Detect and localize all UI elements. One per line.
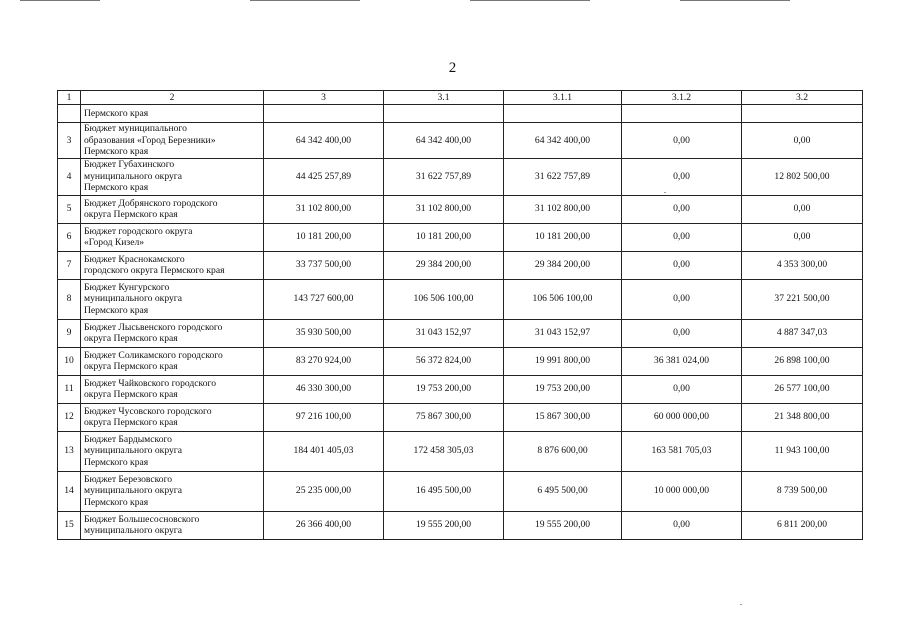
table-body [58,91,863,540]
amount-cell-v31: 31 622 757,89 [384,158,504,195]
amount-cell-v311: 31 102 800,00 [504,195,622,223]
column-header: 3.1 [384,91,504,105]
amount-cell-v31: 31 102 800,00 [384,195,504,223]
amount-cell-v32: 21 348 800,00 [742,403,863,431]
row-number: 15 [58,511,81,539]
budget-name-line: Бюджет Губахинского [84,159,175,171]
amount-cell-v3: 64 342 400,00 [264,123,384,159]
budget-name-line: округа Пермского края [84,209,178,220]
budget-name-line: Пермского края [84,456,149,468]
column-header: 2 [81,91,264,105]
table-row [58,158,863,195]
amount-cell-v31: 16 495 500,00 [384,471,504,511]
amount-cell-v3: 35 930 500,00 [264,319,384,347]
amount-cell-v32: 12 802 500,00 [742,158,863,195]
budget-name [81,251,264,279]
amount-cell-v312: 10 000 000,00 [622,471,742,511]
amount-cell-v312: 36 381 024,00 [622,347,742,375]
amount-cell-v3: 44 425 257,89 [264,158,384,195]
row-number: 9 [58,319,81,347]
row-number: 14 [58,471,81,511]
amount-cell-v32: 4 887 347,03 [742,319,863,347]
amount-cell-v312: 0,00 [622,319,742,347]
column-header: 1 [58,91,81,105]
budget-name-line: городского округа Пермского края [84,265,225,276]
amount-cell-v311: 64 342 400,00 [504,123,622,159]
amount-cell-v31: 29 384 200,00 [384,251,504,279]
amount-cell-v312: 0,00 [622,123,742,159]
row-number: 13 [58,431,81,471]
budget-name [81,471,264,511]
budget-name [81,319,264,347]
budget-name-line: Бюджет Соликамского городского [84,349,223,361]
amount-cell-v312: 0,00 [622,223,742,251]
row-number: 12 [58,403,81,431]
amount-cell-v311: 31 043 152,97 [504,319,622,347]
amount-cell-v32: 0,00 [742,223,863,251]
row-number: 5 [58,195,81,223]
amount-cell-v312: 0,00 [622,158,742,195]
budget-name-line: муниципального округа [84,170,182,182]
scan-edge-line [20,0,100,1]
budget-name-line: Пермского края [84,146,149,157]
amount-cell-v3: 33 737 500,00 [264,251,384,279]
row-number: 7 [58,251,81,279]
column-header: 3.1.1 [504,91,622,105]
page-number: 2 [448,60,457,76]
budget-name [81,195,264,223]
amount-cell-v31: 19 753 200,00 [384,375,504,403]
amount-cell-v3: 184 401 405,03 [264,431,384,471]
row-number: 11 [58,375,81,403]
amount-cell-v3: 97 216 100,00 [264,403,384,431]
amount-cell-v312: 0,00 [622,279,742,319]
table-row [58,375,863,403]
budget-name-line: Бюджет Добрянского городского [84,197,218,209]
budget-name [81,223,264,251]
budget-name-line: муниципального округа [84,445,182,457]
amount-cell-v32: 8 739 500,00 [742,471,863,511]
amount-cell-v311: 6 495 500,00 [504,471,622,511]
column-header: 3 [264,91,384,105]
scan-edge-line [680,0,790,1]
table-row [58,431,863,471]
budget-name-line: Бюджет Чусовского городского [84,405,212,417]
scan-edge-line [470,0,590,1]
budget-name-line: Бюджет Большесосновского [84,513,200,525]
table-row [58,511,863,539]
amount-cell-v31: 56 372 824,00 [384,347,504,375]
amount-cell-v31: 31 043 152,97 [384,319,504,347]
amount-cell-v32: 0,00 [742,195,863,223]
budget-name-line: округа Пермского края [84,417,178,428]
amount-cell-v32: 4 353 300,00 [742,251,863,279]
budget-name-line: Пермского края [84,496,149,508]
scan-speck [664,192,666,193]
amount-cell-v32: 6 811 200,00 [742,511,863,539]
budget-name-line: округа Пермского края [84,333,178,344]
budget-table [57,90,863,540]
column-header: 3.1.2 [622,91,742,105]
table-row [58,279,863,319]
table-row [58,123,863,159]
amount-cell-v312: 0,00 [622,195,742,223]
amount-cell-v3: 31 102 800,00 [264,195,384,223]
table-row [58,251,863,279]
budget-name-line: округа Пермского края [84,389,178,400]
amount-cell-v312: 163 581 705,03 [622,431,742,471]
budget-name-line: Пермского края [84,182,149,194]
budget-name-line: «Город Кизел» [84,237,145,248]
table-row [58,223,863,251]
budget-name-line: Бюджет Чайковского городского [84,377,217,389]
amount-cell-v312: 0,00 [622,251,742,279]
budget-name-line: Бюджет Краснокамского [84,253,185,265]
amount-cell-v312: 0,00 [622,511,742,539]
amount-cell-v3: 83 270 924,00 [264,347,384,375]
amount-cell-v3: 26 366 400,00 [264,511,384,539]
table-row [58,471,863,511]
amount-cell-v3: 143 727 600,00 [264,279,384,319]
table-row [58,319,863,347]
budget-name-line: Бюджет Лысьвенского городского [84,321,223,333]
row-number: 4 [58,158,81,195]
amount-cell-v311: 15 867 300,00 [504,403,622,431]
amount-cell-v31: 64 342 400,00 [384,123,504,159]
budget-name [81,511,264,539]
amount-cell-v311: 8 876 600,00 [504,431,622,471]
budget-name-line: Бюджет муниципального [84,123,187,134]
budget-name [81,123,264,159]
amount-cell-v311: 19 555 200,00 [504,511,622,539]
amount-cell-v312: 0,00 [622,375,742,403]
amount-cell-v3: 25 235 000,00 [264,471,384,511]
amount-cell-v31: 19 555 200,00 [384,511,504,539]
budget-name [81,375,264,403]
amount-cell-v311: 19 753 200,00 [504,375,622,403]
scan-edge-line [250,0,360,1]
row-number: 8 [58,279,81,319]
budget-name-line: округа Пермского края [84,361,178,372]
amount-cell-v32: 0,00 [742,123,863,159]
amount-cell-v311: 10 181 200,00 [504,223,622,251]
scan-speck [740,604,742,605]
continuation-row [58,105,863,123]
amount-cell-v311: 106 506 100,00 [504,279,622,319]
continuation-text: Пермского края [81,105,264,123]
budget-name-line: муниципального округа [84,293,182,305]
table-row [58,347,863,375]
amount-cell-v311: 31 622 757,89 [504,158,622,195]
table-row [58,403,863,431]
row-number: 3 [58,123,81,159]
budget-name [81,403,264,431]
budget-name-line: Бюджет Кунгурского [84,281,170,293]
column-header: 3.2 [742,91,863,105]
amount-cell-v32: 11 943 100,00 [742,431,863,471]
amount-cell-v31: 106 506 100,00 [384,279,504,319]
budget-name-line: Бюджет городского округа [84,225,193,237]
budget-name [81,279,264,319]
budget-name-line: муниципального округа [84,525,182,536]
amount-cell-v32: 26 577 100,00 [742,375,863,403]
budget-name [81,431,264,471]
amount-cell-v311: 29 384 200,00 [504,251,622,279]
budget-name-line: образования «Город Березники» [84,134,216,146]
amount-cell-v31: 10 181 200,00 [384,223,504,251]
budget-name [81,158,264,195]
amount-cell-v31: 75 867 300,00 [384,403,504,431]
amount-cell-v32: 37 221 500,00 [742,279,863,319]
amount-cell-v311: 19 991 800,00 [504,347,622,375]
amount-cell-v312: 60 000 000,00 [622,403,742,431]
table-header-row [58,91,863,105]
amount-cell-v3: 10 181 200,00 [264,223,384,251]
amount-cell-v32: 26 898 100,00 [742,347,863,375]
budget-name-line: Бюджет Бардымского [84,433,172,445]
budget-name-line: Бюджет Березовского [84,473,173,485]
table-row [58,195,863,223]
budget-name-line: муниципального округа [84,485,182,497]
budget-name-line: Пермского края [84,304,149,316]
budget-name [81,347,264,375]
row-number: 6 [58,223,81,251]
amount-cell-v3: 46 330 300,00 [264,375,384,403]
amount-cell-v31: 172 458 305,03 [384,431,504,471]
row-number: 10 [58,347,81,375]
